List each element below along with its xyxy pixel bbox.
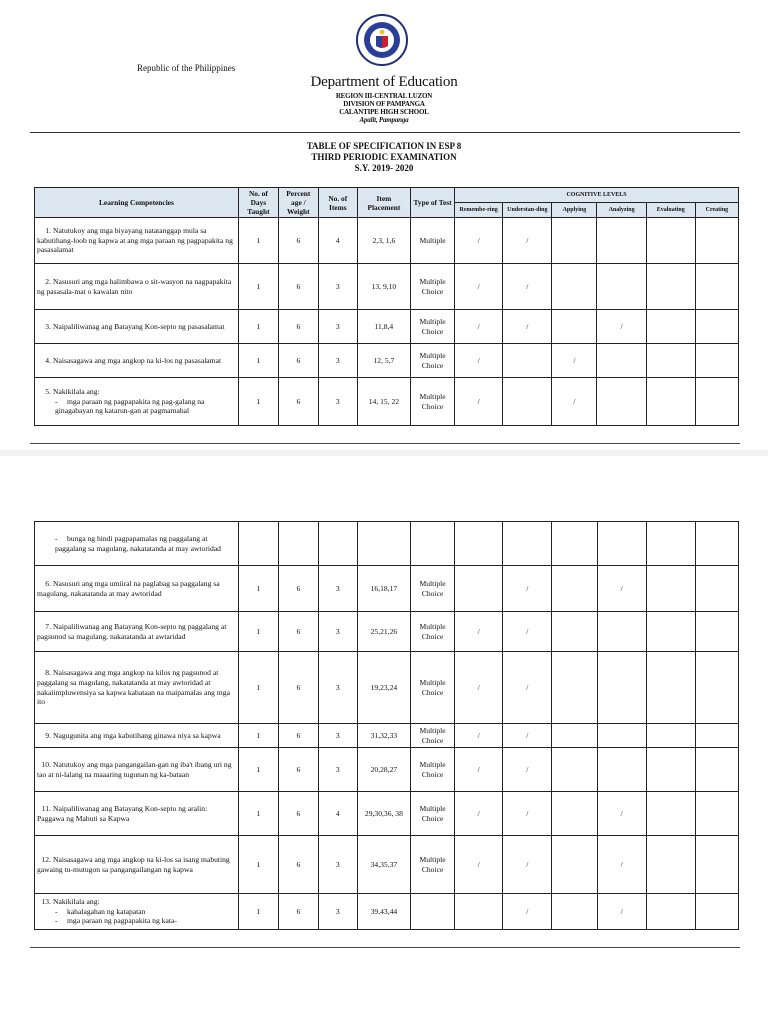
test-type-cell: Multiple Choice (411, 836, 455, 894)
test-type-cell: Multiple Choice (411, 612, 455, 652)
mark-understanding-cell: / (503, 566, 552, 612)
table-row (35, 748, 739, 792)
competency-cell (35, 264, 239, 310)
mark-evaluating-cell (646, 652, 695, 724)
days-cell (238, 522, 278, 566)
mark-analyzing-cell (597, 264, 646, 310)
competency-text: Naipaliliwanag ang Batayang Kon-septo ng pasasalamat (53, 321, 225, 331)
mark-applying-cell: / (552, 344, 597, 378)
test-type-cell: Multiple Choice (411, 264, 455, 310)
weight-cell: 6 (278, 566, 318, 612)
specification-table-continued (34, 521, 739, 930)
mark-applying-cell (552, 264, 597, 310)
header-analyzing: Analyzing (597, 203, 646, 218)
table-row (35, 894, 739, 930)
table-row (35, 522, 739, 566)
mark-evaluating-cell (646, 218, 695, 264)
specification-table (34, 187, 739, 426)
weight-cell: 6 (278, 218, 318, 264)
header-cognitive-levels: COGNITIVE LEVELS (455, 188, 739, 203)
competency-number: 6. (45, 578, 51, 588)
mark-analyzing-cell (597, 344, 646, 378)
header-divider (30, 132, 740, 133)
mark-applying-cell (552, 652, 597, 724)
placement-cell: 34,35,37 (357, 836, 410, 894)
days-cell: 1 (238, 264, 278, 310)
placement-cell: 14, 15, 22 (357, 378, 410, 426)
competency-text: Naipaliliwanag ang Batayang Kon-septo ng paggalang at pagsunod sa magulang, nakatatanda at awtaridad (37, 621, 227, 641)
competency-text: Natutukoy ang mga biyayang natatanggap mula sa kabutihang-loob ng kapwa at ang mga paraan ng pagpapakita ng pasasalamat (37, 226, 233, 255)
header-applying: Applying (552, 203, 597, 218)
mark-creating-cell (695, 724, 738, 748)
mark-creating-cell (695, 748, 738, 792)
days-cell: 1 (238, 378, 278, 426)
mark-understanding-cell: / (503, 894, 552, 930)
mark-remembering-cell: / (455, 612, 503, 652)
placement-cell: 13, 9,10 (357, 264, 410, 310)
table-row (35, 344, 739, 378)
mark-creating-cell (695, 612, 738, 652)
mark-understanding-cell: / (503, 264, 552, 310)
mark-analyzing-cell: / (597, 566, 646, 612)
mark-remembering-cell: / (455, 748, 503, 792)
competency-cell (35, 652, 239, 724)
competency-subitem (37, 916, 236, 926)
items-cell (318, 522, 357, 566)
placement-cell: 39,43,44 (357, 894, 410, 930)
weight-cell: 6 (278, 894, 318, 930)
mark-understanding-cell: / (503, 836, 552, 894)
table-row (35, 652, 739, 724)
competency-subitem-text: bunga ng hindi pagpapamalas ng paggalang at paggalang sa magulang, nakatatanda at may awtoridad (55, 533, 221, 553)
school-line: CALANTIPE HIGH SCHOOL (339, 108, 429, 116)
mark-applying-cell (552, 748, 597, 792)
test-type-cell: Multiple Choice (411, 566, 455, 612)
region-line: REGION III-CENTRAL LUZON (335, 92, 433, 100)
mark-understanding-cell (503, 522, 552, 566)
days-cell: 1 (238, 748, 278, 792)
table-row (35, 566, 739, 612)
competency-text: Naisasagawa ang mga angkop na ki-los ng pasasalamat (53, 355, 222, 365)
mark-evaluating-cell (646, 522, 695, 566)
competency-subitem (37, 907, 236, 917)
mark-evaluating-cell (646, 612, 695, 652)
mark-applying-cell (552, 724, 597, 748)
bullet-dash: - (55, 533, 58, 543)
competency-cell (35, 522, 239, 566)
weight-cell: 6 (278, 724, 318, 748)
placement-cell: 20,28,27 (357, 748, 410, 792)
placement-cell: 12, 5,7 (357, 344, 410, 378)
days-cell: 1 (238, 344, 278, 378)
mark-analyzing-cell (597, 748, 646, 792)
competency-subitem-text: mga paraan ng pagpapakita ng pag-galang na ginagabayan ng katarun-gan at pagmamahal (55, 396, 205, 416)
table-row (35, 218, 739, 264)
school-year: S.Y. 2019- 2020 (354, 163, 414, 173)
mark-creating-cell (695, 264, 738, 310)
mark-creating-cell (695, 310, 738, 344)
placement-cell: 31,32,33 (357, 724, 410, 748)
mark-creating-cell (695, 652, 738, 724)
test-type-cell (411, 894, 455, 930)
document-title: TABLE OF SPECIFICATION IN ESP 8 (306, 141, 462, 151)
competency-cell (35, 894, 239, 930)
test-type-cell (411, 522, 455, 566)
header-evaluating: Evaluating (646, 203, 695, 218)
competency-text: Nakikilala ang: (53, 387, 100, 397)
republic-line: Republic of the Philippines (137, 63, 236, 73)
mark-understanding-cell (503, 378, 552, 426)
competency-number: 5. (45, 387, 51, 397)
placement-cell: 2,3, 1,6 (357, 218, 410, 264)
mark-understanding-cell: / (503, 652, 552, 724)
header-no-of-items: No. of Items (318, 188, 357, 218)
mark-creating-cell (695, 836, 738, 894)
mark-applying-cell (552, 792, 597, 836)
weight-cell: 6 (278, 264, 318, 310)
mark-understanding-cell: / (503, 612, 552, 652)
table-row (35, 378, 739, 426)
weight-cell: 6 (278, 310, 318, 344)
test-type-cell: Multiple Choice (411, 652, 455, 724)
mark-analyzing-cell (597, 218, 646, 264)
mark-applying-cell (552, 310, 597, 344)
days-cell: 1 (238, 894, 278, 930)
test-type-cell: Multiple (411, 218, 455, 264)
weight-cell: 6 (278, 344, 318, 378)
test-type-cell: Multiple Choice (411, 792, 455, 836)
mark-applying-cell (552, 836, 597, 894)
bullet-dash: - (55, 906, 58, 916)
days-cell: 1 (238, 310, 278, 344)
header-days-taught: No. of Days Taught (238, 188, 278, 218)
items-cell: 3 (318, 894, 357, 930)
competency-cell (35, 218, 239, 264)
items-cell: 4 (318, 792, 357, 836)
items-cell: 3 (318, 612, 357, 652)
mark-evaluating-cell (646, 792, 695, 836)
competency-text: Nasusuri ang mga umiiral na paglabag sa paggalang sa magulang, nakatatanda at may awtoridad (37, 578, 220, 598)
header-item-placement: Item Placement (357, 188, 410, 218)
mark-creating-cell (695, 566, 738, 612)
mark-evaluating-cell (646, 836, 695, 894)
mark-remembering-cell: / (455, 310, 503, 344)
competency-number: 11. (41, 803, 51, 813)
mark-analyzing-cell: / (597, 310, 646, 344)
table-row (35, 724, 739, 748)
mark-remembering-cell (455, 522, 503, 566)
competency-cell (35, 612, 239, 652)
table-row (35, 264, 739, 310)
mark-remembering-cell: / (455, 652, 503, 724)
mark-applying-cell (552, 522, 597, 566)
items-cell: 3 (318, 652, 357, 724)
mark-analyzing-cell: / (597, 792, 646, 836)
items-cell: 3 (318, 724, 357, 748)
weight-cell: 6 (278, 612, 318, 652)
department-name: Department of Education (310, 74, 458, 90)
days-cell: 1 (238, 218, 278, 264)
test-type-cell: Multiple Choice (411, 378, 455, 426)
mark-remembering-cell: / (455, 378, 503, 426)
competency-text: Naipaliliwanag ang Batayang Kon-septo ng aralin: Paggawa ng Mabuti sa Kapwa (37, 803, 208, 823)
mark-understanding-cell: / (503, 218, 552, 264)
mark-creating-cell (695, 522, 738, 566)
days-cell: 1 (238, 566, 278, 612)
mark-remembering-cell: / (455, 264, 503, 310)
items-cell: 3 (318, 836, 357, 894)
mark-understanding-cell: / (503, 310, 552, 344)
mark-understanding-cell: / (503, 724, 552, 748)
items-cell: 3 (318, 378, 357, 426)
competency-cell (35, 836, 239, 894)
mark-remembering-cell: / (455, 724, 503, 748)
table-row (35, 310, 739, 344)
table-row (35, 612, 739, 652)
header-creating: Creating (695, 203, 738, 218)
header-type-of-test: Type of Test (411, 188, 455, 218)
competency-text: Nakikilala ang: (53, 897, 100, 907)
items-cell: 3 (318, 264, 357, 310)
competency-number: 2. (45, 276, 51, 286)
document-page-1 (0, 0, 768, 450)
mark-remembering-cell: / (455, 836, 503, 894)
mark-applying-cell (552, 612, 597, 652)
competency-cell (35, 344, 239, 378)
competency-cell (35, 378, 239, 426)
days-cell: 1 (238, 724, 278, 748)
competency-number: 9. (45, 730, 51, 740)
competency-subitem (37, 397, 236, 416)
table-body-page-1 (35, 218, 739, 426)
placement-cell (357, 522, 410, 566)
competency-text: Naisasagawa ang mga angkop na ki-los sa isang mabuting gawaing tu-mutugon sa pangangailangan ng kapwa (37, 854, 230, 874)
items-cell: 4 (318, 218, 357, 264)
days-cell: 1 (238, 652, 278, 724)
page-1-bottom-rule (30, 443, 740, 444)
competency-number: 4. (45, 355, 51, 365)
competency-text: Naisasagawa ang mga angkop na kilos ng pagsunod at paggalang sa magulang, nakatatanda at may awtoridad at nakaiimpluwensiya sa kapwa kabataan na maipamalas ang mga ito (37, 668, 230, 707)
items-cell: 3 (318, 344, 357, 378)
items-cell: 3 (318, 310, 357, 344)
mark-creating-cell (695, 344, 738, 378)
competency-text: Natutukoy ang mga pangangailan-gan ng iba't ibang uri ng tao at ni-lalang na maaaring tugunan ng ka-bataan (37, 759, 232, 779)
mark-creating-cell (695, 894, 738, 930)
competency-number: 12. (41, 854, 51, 864)
mark-applying-cell (552, 566, 597, 612)
days-cell: 1 (238, 612, 278, 652)
mark-understanding-cell (503, 344, 552, 378)
mark-understanding-cell: / (503, 748, 552, 792)
competency-subitem-text: kahalagahan ng katapatan (67, 906, 146, 916)
competency-number: 13. (41, 897, 51, 907)
mark-analyzing-cell: / (597, 836, 646, 894)
days-cell: 1 (238, 792, 278, 836)
bullet-dash: - (55, 916, 58, 926)
items-cell: 3 (318, 566, 357, 612)
mark-creating-cell (695, 218, 738, 264)
competency-number: 1. (45, 226, 51, 236)
weight-cell: 6 (278, 748, 318, 792)
test-type-cell: Multiple Choice (411, 748, 455, 792)
competency-subitem (37, 534, 236, 553)
mark-applying-cell (552, 218, 597, 264)
weight-cell (278, 522, 318, 566)
mark-evaluating-cell (646, 748, 695, 792)
mark-applying-cell (552, 894, 597, 930)
placement-cell: 29,30,36, 38 (357, 792, 410, 836)
mark-evaluating-cell (646, 894, 695, 930)
days-cell: 1 (238, 836, 278, 894)
mark-analyzing-cell (597, 522, 646, 566)
mark-creating-cell (695, 792, 738, 836)
mark-understanding-cell: / (503, 792, 552, 836)
mark-remembering-cell (455, 566, 503, 612)
weight-cell: 6 (278, 652, 318, 724)
items-cell: 3 (318, 748, 357, 792)
competency-cell (35, 748, 239, 792)
mark-applying-cell: / (552, 378, 597, 426)
placement-cell: 19,23,24 (357, 652, 410, 724)
table-row (35, 792, 739, 836)
weight-cell: 6 (278, 378, 318, 426)
mark-evaluating-cell (646, 566, 695, 612)
competency-subitem-text: mga paraan ng pagpapakita ng kata- (67, 916, 177, 926)
table-row (35, 836, 739, 894)
header-remembering: Remembe-ring (455, 203, 503, 218)
mark-remembering-cell (455, 894, 503, 930)
competency-cell (35, 724, 239, 748)
competency-number: 10. (41, 759, 51, 769)
header-understanding: Understan-ding (503, 203, 552, 218)
competency-cell (35, 566, 239, 612)
deped-seal-icon (356, 14, 408, 66)
mark-remembering-cell: / (455, 344, 503, 378)
mark-evaluating-cell (646, 378, 695, 426)
mark-remembering-cell: / (455, 218, 503, 264)
test-type-cell: Multiple Choice (411, 310, 455, 344)
competency-cell (35, 310, 239, 344)
mark-analyzing-cell (597, 378, 646, 426)
weight-cell: 6 (278, 836, 318, 894)
mark-evaluating-cell (646, 344, 695, 378)
competency-number: 3. (45, 321, 51, 331)
document-page-2 (0, 456, 768, 1024)
mark-analyzing-cell: / (597, 894, 646, 930)
competency-text: Nagugunita ang mga kabutihang ginawa niya sa kapwa (53, 730, 221, 740)
placement-cell: 11,8,4 (357, 310, 410, 344)
placement-cell: 25,21,26 (357, 612, 410, 652)
mark-remembering-cell: / (455, 792, 503, 836)
mark-analyzing-cell (597, 612, 646, 652)
exam-title: THIRD PERIODIC EXAMINATION (311, 152, 457, 162)
test-type-cell: Multiple Choice (411, 724, 455, 748)
mark-evaluating-cell (646, 724, 695, 748)
competency-cell (35, 792, 239, 836)
mark-analyzing-cell (597, 724, 646, 748)
division-line: DIVISION OF PAMPANGA (343, 100, 425, 108)
test-type-cell: Multiple Choice (411, 344, 455, 378)
competency-number: 8. (45, 668, 51, 678)
mark-evaluating-cell (646, 264, 695, 310)
table-body-page-2 (35, 522, 739, 930)
mark-evaluating-cell (646, 310, 695, 344)
header-percentage-weight: Percent age / Weight (278, 188, 318, 218)
competency-text: Nasusuri ang mga halimbawa o sit-wasyon na nagpapakita ng pasasala-mat o kawalan nito (37, 276, 232, 296)
header-learning-competencies: Learning Competencies (35, 188, 239, 218)
bullet-dash: - (55, 396, 58, 406)
address-line: Apalit, Pampanga (359, 116, 409, 124)
page-2-bottom-rule (30, 947, 740, 948)
mark-analyzing-cell (597, 652, 646, 724)
mark-creating-cell (695, 378, 738, 426)
weight-cell: 6 (278, 792, 318, 836)
competency-number: 7. (45, 621, 51, 631)
placement-cell: 16,18,17 (357, 566, 410, 612)
